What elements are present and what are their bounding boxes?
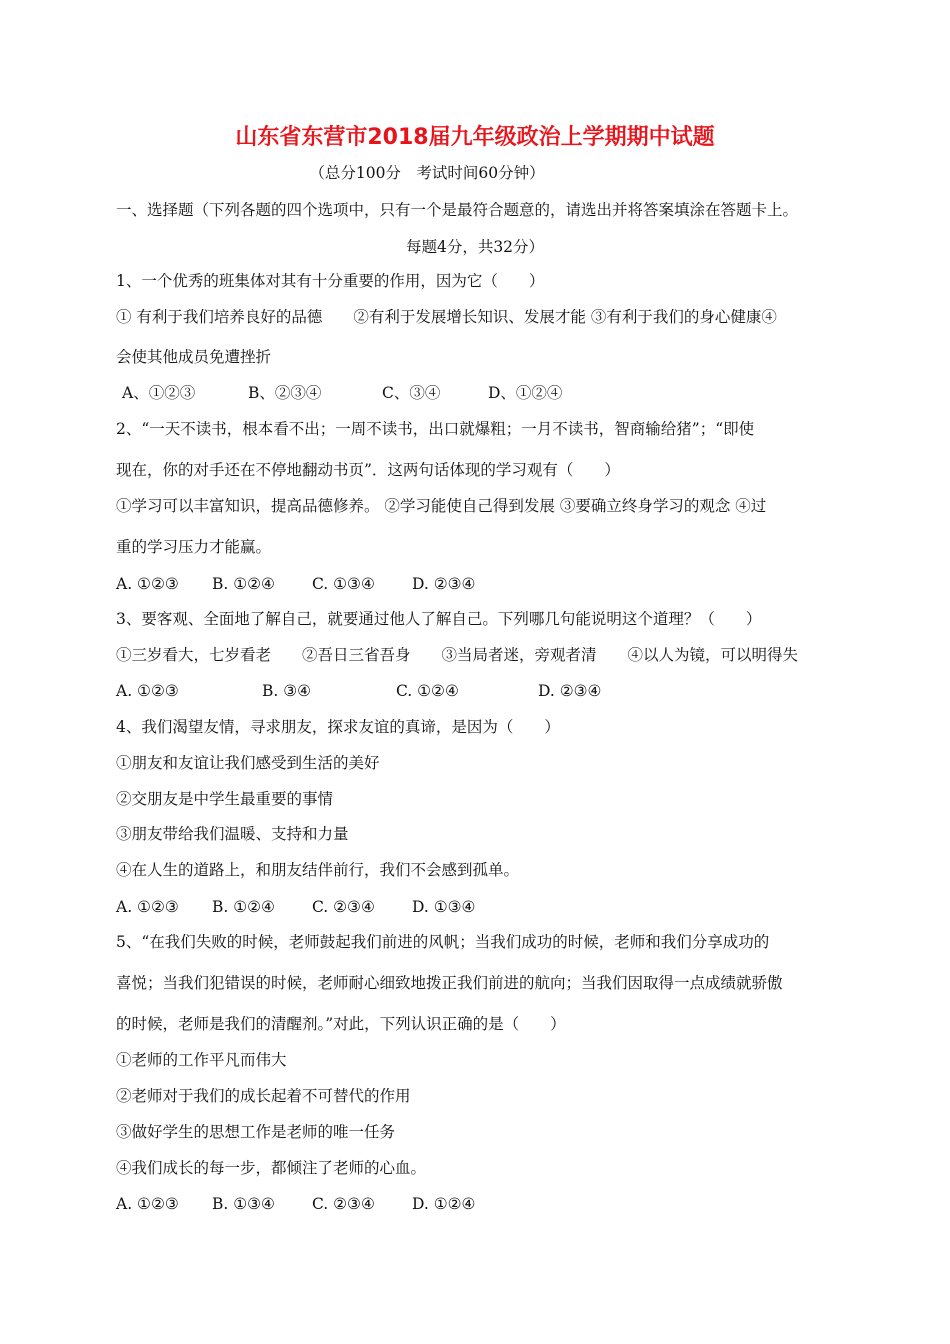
question-stem: 5、“在我们失败的时候，老师鼓起我们前进的风帆；当我们成功的时候，老师和我们分享成功的 [116,933,770,951]
question-line: ③做好学生的思想工作是老师的唯一任务 [116,1123,396,1141]
option-a: A. ①②③ [116,1195,179,1213]
question-line: ①学习可以丰富知识，提高品德修养。 ②学习能使自己得到发展 ③要确立终身学习的观念 ④过 [116,497,767,515]
option-b: B. ①②④ [212,898,275,916]
question-line: ①朋友和友谊让我们感受到生活的美好 [116,754,380,772]
option-a: A. ①②③ [116,898,179,916]
option-d: D. ②③④ [412,575,476,593]
option-b: B. ①③④ [212,1195,275,1213]
question-line: 重的学习压力才能赢。 [116,538,272,556]
option-c: C. ②③④ [312,1195,375,1213]
question-line: ③朋友带给我们温暖、支持和力量 [116,825,349,843]
section-scoring: 每题4分，共32分） [405,238,545,256]
answer-options [116,897,475,917]
question-line: 喜悦；当我们犯错误的时候，老师耐心细致地拨正我们前进的航向；当我们因取得一点成绩就骄傲 [116,974,783,992]
question-stem: 1、一个优秀的班集体对其有十分重要的作用，因为它（ ） [116,272,545,290]
option-b: B. ③④ [262,682,312,700]
question-line: ②交朋友是中学生最重要的事情 [116,790,334,808]
option-a: A. ①②③ [116,575,179,593]
question-line: ④我们成长的每一步，都倾注了老师的心血。 [116,1159,427,1177]
question-line: 会使其他成员免遭挫折 [116,348,272,366]
option-c: C、③④ [382,384,441,402]
question-stem: 4、我们渴望友情，寻求朋友，探求友谊的真谛，是因为（ ） [116,718,560,736]
answer-options [122,383,562,403]
answer-options [116,574,475,594]
question-stem: 3、要客观、全面地了解自己，就要通过他人了解自己。下列哪几句能说明这个道理？（ ） [116,610,762,628]
question-line: ④在人生的道路上，和朋友结伴前行，我们不会感到孤单。 [116,861,520,879]
answer-options [116,681,601,701]
option-c: C. ①②④ [396,682,459,700]
section-heading: 一、选择题（下列各题的四个选项中，只有一个是最符合题意的，请选出并将答案填涂在答题卡上。 [116,201,799,219]
option-a: A. ①②③ [116,682,179,700]
score-info: （总分100分 考试时间60分钟） [309,164,545,182]
question-line: 现在，你的对手还在不停地翻动书页”．这两句话体现的学习观有（ ） [116,461,620,479]
option-c: C. ②③④ [312,898,375,916]
option-d: D. ②③④ [538,682,602,700]
question-line: ②老师对于我们的成长起着不可替代的作用 [116,1087,411,1105]
question-stem: 2、“一天不读书，根本看不出；一周不读书，出口就爆粗；一月不读书，智商输给猪”；“即使 [116,420,755,438]
question-line: ①三岁看大，七岁看老 ②吾日三省吾身 ③当局者迷，旁观者清 ④以人为镜，可以明得失 [116,646,799,664]
question-line: 的时候，老师是我们的清醒剂。”对此，下列认识正确的是（ ） [116,1015,566,1033]
option-a: A、①②③ [122,384,196,402]
exam-title: 山东省东营市2018届九年级政治上学期期中试题 [235,125,715,150]
option-d: D. ①②④ [412,1195,476,1213]
answer-options [116,1194,475,1214]
question-line: ①老师的工作平凡而伟大 [116,1051,287,1069]
option-d: D、①②④ [488,384,563,402]
question-line: ① 有利于我们培养良好的品德 ②有利于发展增长知识、发展才能 ③有利于我们的身心健康④ [116,308,777,326]
option-b: B、②③④ [248,384,322,402]
option-d: D. ①③④ [412,898,476,916]
option-b: B. ①②④ [212,575,275,593]
option-c: C. ①③④ [312,575,375,593]
